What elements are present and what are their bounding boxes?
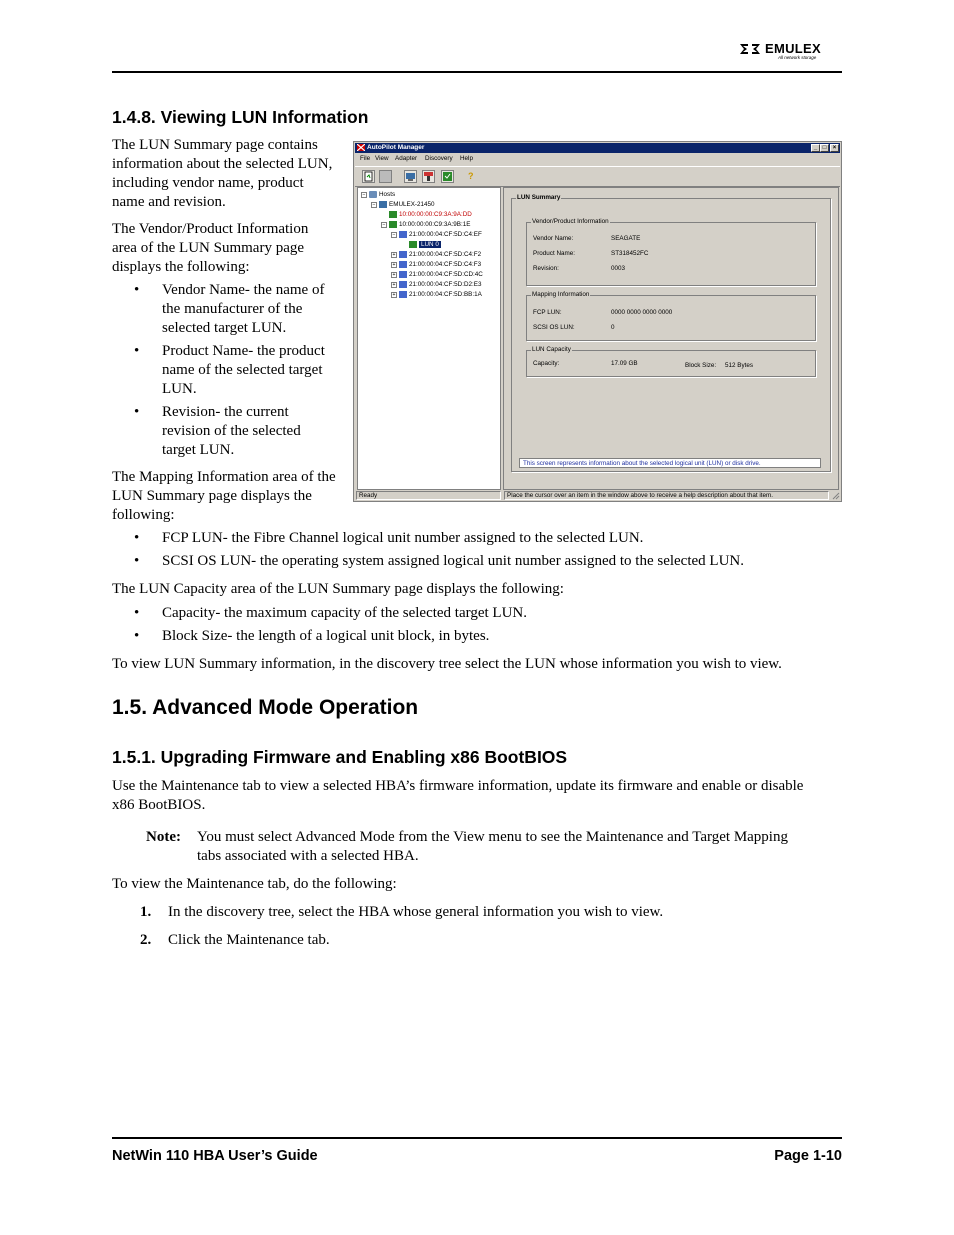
tree-label: 10:00:00:00:C9:3A:9B:1E [399,221,471,228]
mapping-information-group [526,291,816,341]
lun-summary-group [511,194,831,472]
text-line: following: [112,507,175,523]
vendor-name-value: SEAGATE [611,235,641,242]
text-line: x86 BootBIOS. [112,797,206,813]
text-line: area of the LUN Summary page [112,240,305,256]
field-label: Product Name: [533,250,575,257]
app-icon [357,144,365,151]
tree-label: 21:00:00:04:CF:5D:C4:EF [409,231,482,238]
block-size-value: 512 Bytes [725,362,754,369]
tree-label: 21:00:00:04:CF:5D:D2:E3 [409,281,482,288]
bullet-mark: • [134,530,140,546]
bullet-line: selected target LUN. [162,320,287,336]
minimize-button[interactable]: _ [811,144,820,152]
bullet-line: name of the selected target [162,362,323,378]
section-heading-1-4-8: 1.4.8. Viewing LUN Information [112,107,369,127]
note-label: Note: [146,829,181,845]
text-line: name and revision. [112,194,226,210]
capacity-bullet [134,604,834,623]
help-hint-box: This screen represents information about the selected logical unit (LUN) or disk drive. [519,458,821,468]
window-title: AutoPilot Manager [367,144,425,151]
product-name-value: ST318452FC [611,250,649,257]
disk-array-icon [399,231,407,238]
autopilot-manager-screenshot [353,141,842,502]
field-label: Capacity: [533,360,560,367]
expand-toggle[interactable]: + [392,292,396,298]
tree-item-target[interactable] [399,230,482,239]
menu-discovery[interactable]: Discovery [425,155,453,162]
question-glyph [465,170,476,181]
bullet-text: SCSI OS LUN- the operating system assigned logical unit number assigned to the selected LUN. [162,553,744,569]
lun-intro-paragraph [112,136,332,212]
toolbar [355,166,840,187]
bullet-line: the manufacturer of the [162,301,303,317]
vendor-bullet [134,281,354,338]
tree-item-hosts[interactable] [369,190,395,199]
step-text: Click the Maintenance tab. [168,932,330,948]
bullet-mark: • [134,282,140,298]
bullet-line: target LUN. [162,442,235,458]
bullet-mark: • [134,553,140,569]
text-line: LUN Summary page displays the [112,488,312,504]
expand-toggle[interactable]: + [392,272,396,278]
expand-toggle[interactable]: + [392,252,396,258]
maximize-button[interactable]: □ [820,144,829,152]
bullet-mark: • [134,628,140,644]
vendor-bullet [134,342,354,399]
mapping-bullet [134,552,834,571]
network-icon [369,191,377,198]
text-line: The Mapping Information area of the [112,469,336,485]
target-view-icon[interactable] [422,170,435,183]
text-line: You must select Advanced Mode from the View menu to see the Maintenance and Target Mapping [197,829,788,845]
menu-adapter[interactable]: Adapter [395,155,418,162]
tree-item-lun-selected[interactable] [409,240,441,249]
tree-item-host[interactable] [379,200,435,209]
text-line: The Vendor/Product Information [112,221,309,237]
tree-label: EMULEX-21450 [389,201,435,208]
tree-item-target[interactable] [399,280,481,289]
tree-label: 21:00:00:04:CF:5D:BB:1A [409,291,482,298]
field-label: Vendor Name: [533,235,574,242]
resize-grip-icon[interactable] [832,492,840,500]
field-label: Revision: [533,265,559,272]
firmware-intro-paragraph [112,777,803,815]
field-label: Block Size: [685,362,717,369]
close-button[interactable]: × [830,144,839,152]
disk-array-icon [399,271,407,278]
field-label: FCP LUN: [533,309,562,316]
field-label: SCSI OS LUN: [533,324,575,331]
bullet-mark: • [134,404,140,420]
vendor-intro-paragraph [112,220,308,277]
refresh-glyph [363,171,374,182]
disk-array-icon [399,261,407,268]
svg-text:?: ? [468,171,474,181]
lun-summary-title: LUN Summary [517,194,561,201]
disk-array-icon [399,251,407,258]
collapse-toggle[interactable]: − [362,192,366,198]
menu-help[interactable]: Help [460,155,473,162]
tree-item-target[interactable] [399,260,481,269]
emulex-logo-icon [738,42,762,56]
footer-guide-title: NetWin 110 HBA User’s Guide [112,1148,318,1164]
disk-array-icon [399,281,407,288]
disabled-tool-icon[interactable] [379,170,392,183]
logo-text: EMULEX [765,41,821,56]
tree-label: LUN 0 [421,241,439,248]
footer-rule [112,1137,842,1139]
group-title: Mapping Information [532,291,590,298]
step-number: 1. [140,904,152,920]
menu-file[interactable]: File [360,155,371,162]
status-help-text: Place the cursor over an item in the window above to receive a help description about that item. [504,491,829,500]
header-rule [112,71,842,73]
emulex-logo [738,40,842,64]
capacity-bullet [134,627,834,646]
lun-summary-pane [503,187,839,490]
text-line: information about the selected LUN, [112,156,333,172]
hba-view-icon[interactable] [404,170,417,183]
mapping-bullet [134,529,834,548]
collapse-toggle[interactable]: − [372,202,376,208]
tree-label: Hosts [379,191,396,198]
capacity-intro: The LUN Capacity area of the LUN Summary page displays the following: [112,581,564,597]
hba-glyph [405,171,416,182]
hba-card-icon [389,221,397,228]
vendor-product-group [526,218,816,286]
tree-item-hba[interactable] [389,210,472,219]
vendor-bullet [134,403,354,460]
bullet-text: FCP LUN- the Fibre Channel logical unit number assigned to the selected LUN. [162,530,644,546]
expand-toggle[interactable]: + [392,262,396,268]
status-bar [355,491,840,501]
capacity-value: 17.09 GB [611,360,638,367]
text-line: The LUN Summary page contains [112,137,318,153]
lun-icon [409,241,417,248]
text-line: Use the Maintenance tab to view a selected HBA’s firmware information, update its firmware and enable or disable [112,778,804,794]
computer-icon [379,201,387,208]
tree-label: 21:00:00:04:CF:5D:C4:F3 [409,261,482,268]
bullet-line: revision of the selected [162,423,301,439]
bullet-line: LUN. [162,381,197,397]
text-line: displays the following: [112,259,250,275]
tree-label: 10:00:00:00:C9:3A:9A:DD [399,211,472,218]
text-line: including vendor name, product [112,175,304,191]
bullet-mark: • [134,343,140,359]
status-ready: Ready [356,491,501,500]
section-heading-1-5-1: 1.5.1. Upgrading Firmware and Enabling x86 BootBIOS [112,747,568,767]
tree-item-target[interactable] [399,250,481,259]
collapse-toggle[interactable]: − [382,222,386,228]
bullet-text: Capacity- the maximum capacity of the selected target LUN. [162,605,528,621]
tree-item-target[interactable] [399,270,483,279]
menu-view[interactable]: View [375,155,389,162]
collapse-toggle[interactable]: − [392,232,396,238]
section-heading-1-5: 1.5. Advanced Mode Operation [112,696,419,719]
tree-item-target[interactable] [399,290,482,299]
help-icon[interactable] [465,170,478,183]
text-line: tabs associated with a selected HBA. [197,848,419,864]
bullet-line: Revision- the current [162,404,289,420]
tree-item-hba[interactable] [389,220,470,229]
window-titlebar [355,143,840,153]
disk-array-icon [399,291,407,298]
discovery-tree[interactable] [357,187,501,490]
scsi-os-lun-value: 0 [611,324,615,331]
fcp-lun-value: 0000 0000 0000 0000 [611,309,673,316]
hba-card-icon [389,211,397,218]
note-text [197,828,788,866]
steps-intro: To view the Maintenance tab, do the following: [112,876,397,892]
group-title: LUN Capacity [532,346,571,353]
tree-label: 21:00:00:04:CF:5D:CD:4C [409,271,483,278]
expand-toggle[interactable]: + [392,282,396,288]
logo-tagline: All network storage [778,55,817,60]
refresh-icon[interactable] [362,170,375,183]
bullet-mark: • [134,605,140,621]
bullet-line: Vendor Name- the name of [162,282,325,298]
step-text: In the discovery tree, select the HBA whose general information you wish to view. [168,904,664,920]
revision-value: 0003 [611,265,626,272]
target-glyph [423,171,434,182]
footer-page-number: Page 1-10 [774,1148,842,1164]
group-title: Vendor/Product Information [532,218,609,225]
step-number: 2. [140,932,152,948]
lun-glyph [442,171,453,182]
bullet-text: Block Size- the length of a logical unit block, in bytes. [162,628,490,644]
tree-label: 21:00:00:04:CF:5D:C4:F2 [409,251,482,258]
mapping-intro-paragraph [112,468,336,525]
lun-closing-paragraph: To view LUN Summary information, in the discovery tree select the LUN whose information you wish to view. [112,656,782,672]
lun-view-icon[interactable] [441,170,454,183]
lun-capacity-group [526,346,816,377]
bullet-line: Product Name- the product [162,343,325,359]
